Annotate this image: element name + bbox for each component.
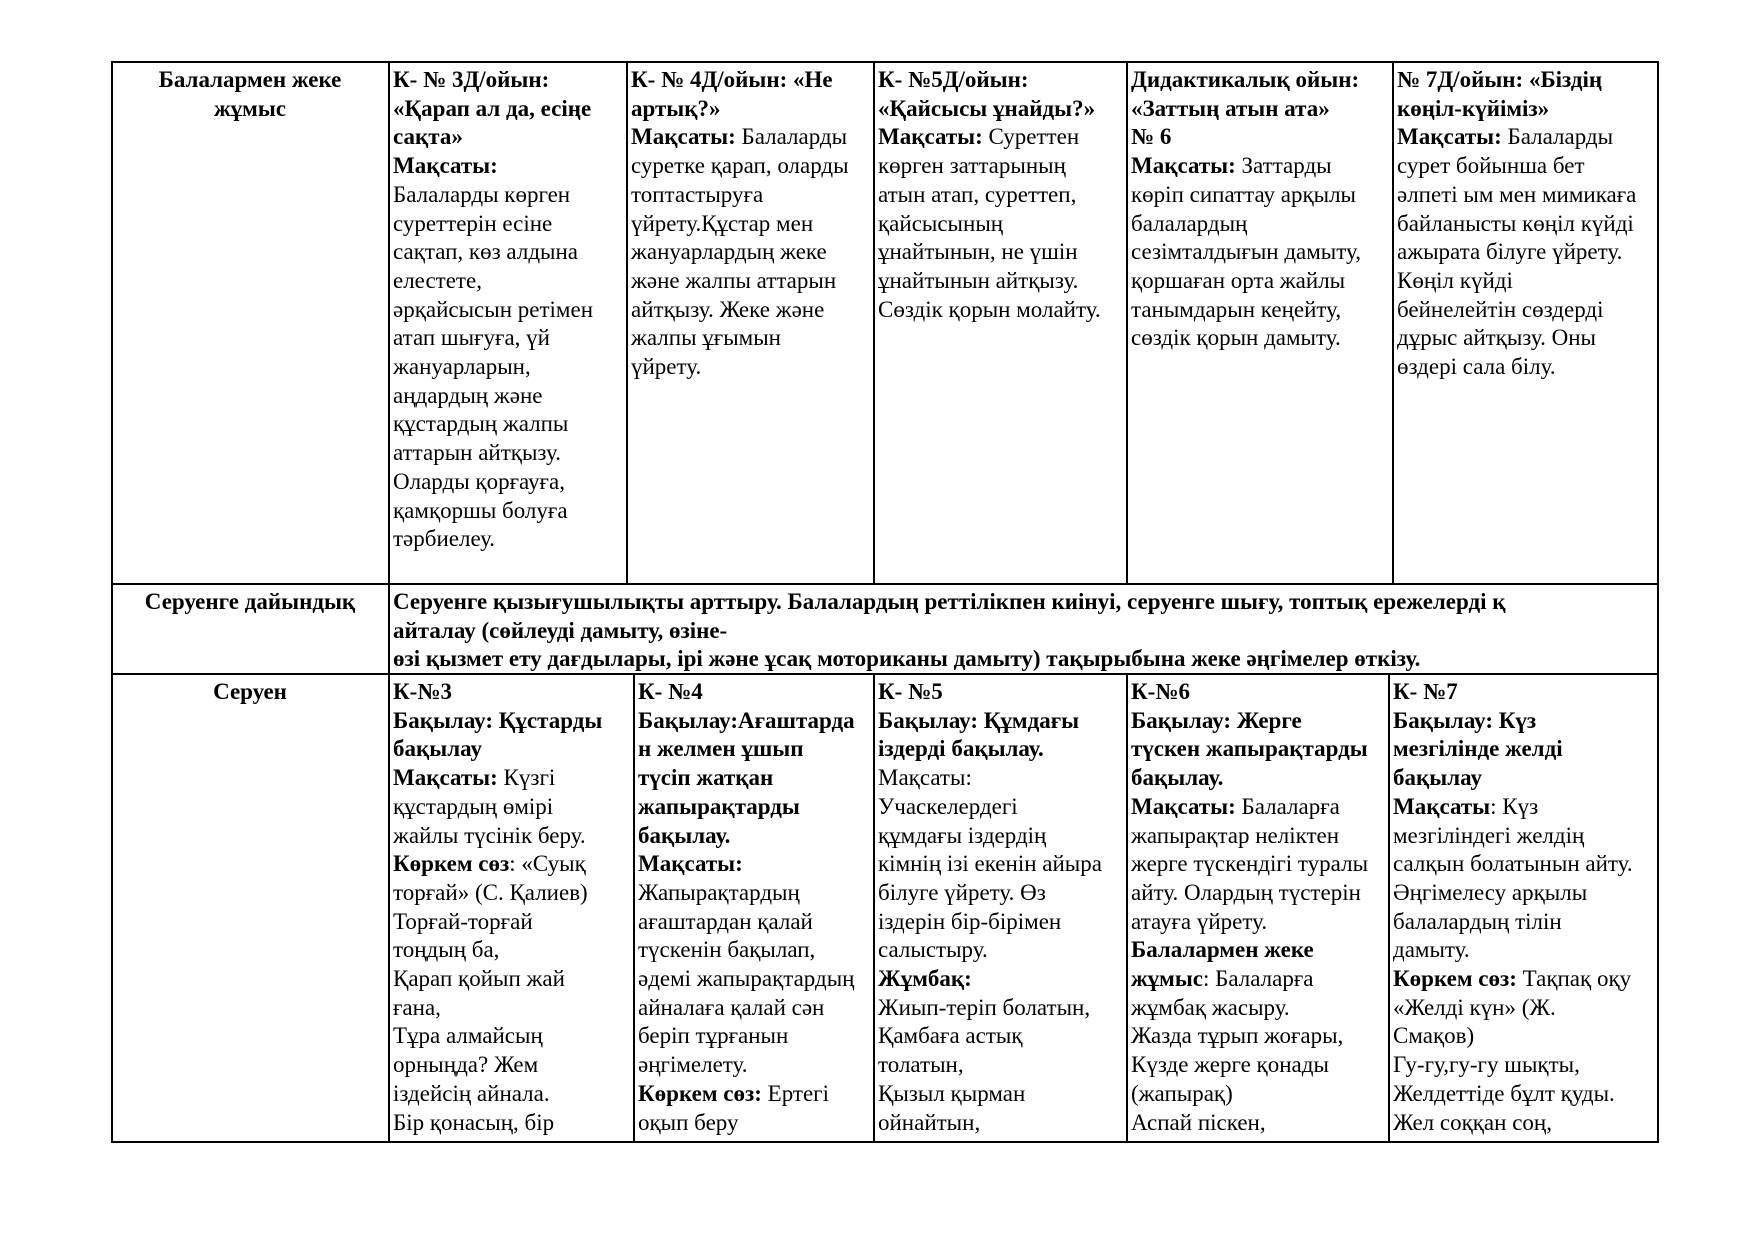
body-text: : «Суық bbox=[509, 851, 586, 877]
bold-text: Мақсаты: bbox=[1131, 793, 1236, 819]
text-line: жапырақтарды bbox=[638, 793, 800, 819]
text-line: атап шығуға, үй bbox=[393, 325, 550, 351]
text-line: Көңіл күйді bbox=[1397, 267, 1513, 293]
bold-text: Мақсаты bbox=[1393, 793, 1491, 819]
text-line: бейнелейтін сөздерді bbox=[1397, 296, 1604, 322]
text-line: кімнің ізі екенін айыра bbox=[878, 851, 1102, 877]
text-line: К- №7 bbox=[1393, 679, 1458, 704]
text-line: және жалпы аттарын bbox=[631, 267, 837, 293]
text-line: қоршаған орта жайлы bbox=[1131, 267, 1346, 293]
text-line: Қарап қойып жай bbox=[393, 966, 565, 992]
observation-cell-6 bbox=[1128, 675, 1388, 1137]
text-line: іздерді бақылау. bbox=[878, 736, 1044, 762]
text-line: беріп тұрғанын bbox=[638, 1023, 789, 1049]
table-border-bottom bbox=[112, 1141, 1658, 1143]
bold-text: Мақсаты: bbox=[878, 124, 983, 150]
observation-cell-4 bbox=[635, 675, 873, 1137]
row-label-line: жұмыс bbox=[213, 95, 286, 121]
text-line: жайлы түсінік беру. bbox=[393, 822, 586, 848]
text-line: Күзде жерге қонады bbox=[1131, 1052, 1329, 1078]
text-line: жануарларын, bbox=[393, 354, 531, 380]
text-line: салыстыру. bbox=[878, 937, 988, 963]
text-line bbox=[638, 1080, 870, 1109]
body-text: Балаларға bbox=[1235, 793, 1340, 819]
text-line: К-№6 bbox=[1131, 679, 1190, 704]
text-line: Қызыл қырман bbox=[878, 1080, 1026, 1106]
bold-text: Мақсаты: bbox=[1397, 124, 1502, 150]
text-line: сезімталдығын дамыту, bbox=[1131, 239, 1361, 265]
text-line: балалардың bbox=[1131, 210, 1248, 236]
text-line: көңіл-күйіміз» bbox=[1397, 95, 1550, 121]
text-line: Дидактикалық ойын: bbox=[1131, 67, 1360, 92]
text-line: іздерін бір-бірімен bbox=[878, 908, 1062, 934]
text-line: аңдардың және bbox=[393, 382, 543, 408]
text-line: Бақылау: Құстарды bbox=[393, 707, 603, 733]
text-line: ойнайтын, bbox=[878, 1109, 981, 1135]
text-line bbox=[1131, 152, 1389, 181]
text-line: бақылау bbox=[1393, 765, 1482, 791]
text-line: Әңгімелесу арқылы bbox=[1393, 879, 1588, 905]
body-text: Ертегі bbox=[761, 1080, 829, 1106]
text-line: айтқызу. Жеке және bbox=[631, 296, 825, 322]
bold-text: Көркем сөз: bbox=[638, 1080, 762, 1106]
body-text: Заттарды bbox=[1235, 153, 1332, 179]
text-line: мезгілінде желді bbox=[1393, 736, 1563, 762]
text-line bbox=[1131, 793, 1385, 822]
text-line: торғай» (С. Қалиев) bbox=[393, 879, 588, 905]
text-line: өздері сала білу. bbox=[1397, 354, 1556, 380]
text-line: Гу-гу,гу-гу шықты, bbox=[1393, 1052, 1580, 1078]
row-walk bbox=[112, 675, 1658, 1141]
observation-cell-3 bbox=[390, 675, 633, 1137]
text-line: сақтап, көз алдына bbox=[393, 239, 578, 265]
text-line: «Қайсысы ұнайды?» bbox=[878, 95, 1096, 121]
game-cell-3 bbox=[390, 63, 626, 554]
text-line bbox=[1393, 793, 1655, 822]
text-line: Смақов) bbox=[1393, 1023, 1475, 1049]
text-line: Бақылау: Жерге bbox=[1131, 707, 1302, 733]
text-line: «Қарап ал да, есіңе bbox=[393, 95, 592, 121]
observation-cell-7 bbox=[1390, 675, 1658, 1137]
body-text: : Күз bbox=[1490, 793, 1539, 819]
text-line bbox=[1131, 965, 1385, 994]
body-text: Балаларды bbox=[1501, 124, 1614, 150]
text-line: іздейсің айнала. bbox=[393, 1080, 550, 1106]
text-line: көрген заттарының bbox=[878, 153, 1066, 179]
text-line: К-№3 bbox=[393, 679, 452, 704]
text-line: бақылау. bbox=[638, 822, 731, 848]
text-line: н желмен ұшып bbox=[638, 736, 804, 762]
text-line: Аспай піскен, bbox=[1131, 1109, 1266, 1135]
row-label-line: Серуенге дайындық bbox=[144, 589, 356, 614]
text-line: әдемі жапырақтардың bbox=[638, 966, 855, 992]
text-line: үйрету. bbox=[631, 354, 702, 380]
row-individual-work bbox=[112, 63, 1658, 583]
walk-preparation-text bbox=[390, 585, 1658, 674]
text-line: Жапырақтардың bbox=[638, 879, 800, 905]
text-line: жалпы ұғымын bbox=[631, 325, 781, 351]
text-line: сақта» bbox=[393, 124, 463, 150]
text-line: сурет бойынша бет bbox=[1397, 153, 1585, 179]
text-line: әңгімелету. bbox=[638, 1052, 748, 1078]
text-line: бақылау. bbox=[1131, 765, 1224, 791]
text-line: білуге үйрету. Өз bbox=[878, 879, 1046, 905]
text-line: құмдағы іздердің bbox=[878, 822, 1047, 848]
body-text: : Балаларға bbox=[1203, 966, 1314, 992]
text-line: елестете, bbox=[393, 267, 482, 293]
text-line: жерге түскендігі туралы bbox=[1131, 851, 1369, 877]
text-line: қайсысының bbox=[878, 210, 1004, 236]
observation-cell-5 bbox=[875, 675, 1126, 1137]
text-line: № 6 bbox=[1131, 124, 1172, 150]
bold-text: Мақсаты: bbox=[393, 765, 498, 791]
row-walk-preparation bbox=[112, 585, 1658, 673]
text-line: ұнайтынын айтқызу. bbox=[878, 267, 1079, 293]
text-line: жануарлардың жеке bbox=[631, 239, 827, 265]
text-line: ұнайтынын, не үшін bbox=[878, 239, 1078, 265]
text-line: дұрыс айтқызу. Оны bbox=[1397, 325, 1596, 351]
game-cell-6 bbox=[1128, 63, 1392, 353]
text-line: айталау (сөйлеуді дамыту, өзіне- bbox=[393, 617, 728, 643]
text-line: орныңда? Жем bbox=[393, 1052, 539, 1078]
text-line: байланысты көңіл күйді bbox=[1397, 210, 1634, 236]
text-line: Мақсаты: bbox=[393, 153, 498, 179]
text-line: түскен жапырақтарды bbox=[1131, 736, 1368, 762]
body-text: Балаларды bbox=[735, 124, 848, 150]
text-line: құстардың өмірі bbox=[393, 793, 554, 819]
text-line: Бақылау:Ағаштарда bbox=[638, 707, 855, 733]
text-line: «Заттың атын ата» bbox=[1131, 95, 1330, 121]
text-line: суретке қарап, оларды bbox=[631, 153, 849, 179]
bold-text: Көркем сөз bbox=[393, 851, 510, 877]
text-line: толатын, bbox=[878, 1052, 964, 1078]
text-line: балалардың тілін bbox=[1393, 908, 1562, 934]
text-line: К- №5Д/ойын: bbox=[878, 67, 1029, 92]
text-line: Балалармен жеке bbox=[1131, 937, 1314, 963]
text-line: суреттерін есіне bbox=[393, 210, 553, 236]
text-line: артық?» bbox=[631, 95, 721, 121]
text-line: Жазда тұрып жоғары, bbox=[1131, 1023, 1344, 1049]
text-line: Бір қонасың, бір bbox=[393, 1109, 555, 1135]
text-line: тәрбиелеу. bbox=[393, 526, 496, 552]
text-line bbox=[393, 850, 630, 879]
text-line: Бақылау: Құмдағы bbox=[878, 707, 1080, 733]
text-line: Жел соққан соң, bbox=[1393, 1109, 1552, 1135]
bold-text: жұмыс bbox=[1131, 966, 1204, 992]
text-line: танымдарын кеңейту, bbox=[1131, 296, 1342, 322]
text-line: «Желді күн» (Ж. bbox=[1393, 994, 1556, 1020]
text-line: К- №4 bbox=[638, 679, 703, 704]
text-line: қамқоршы болуға bbox=[393, 497, 568, 523]
bold-text: Мақсаты: bbox=[631, 124, 736, 150]
text-line: Сөздік қорын молайту. bbox=[878, 296, 1101, 322]
text-line bbox=[1393, 965, 1655, 994]
text-line: оқып беру bbox=[638, 1109, 739, 1135]
text-line: Желдеттіде бұлт қуды. bbox=[1393, 1080, 1615, 1106]
text-line: тоңдың ба, bbox=[393, 937, 500, 963]
text-line: көріп сипаттау арқылы bbox=[1131, 181, 1357, 207]
text-line: бақылау bbox=[393, 736, 482, 762]
text-line: топтастыруға bbox=[631, 181, 764, 207]
text-line: Қамбаға астық bbox=[878, 1023, 1023, 1049]
body-text: Күзгі bbox=[497, 765, 556, 791]
row-label-walk bbox=[112, 675, 388, 707]
row-label-line: Серуен bbox=[213, 679, 287, 704]
body-text: Тақпақ оқу bbox=[1516, 966, 1632, 992]
text-line: атын атап, суреттеп, bbox=[878, 181, 1077, 207]
text-line bbox=[393, 764, 630, 793]
text-line: жұмбақ жасыру. bbox=[1131, 994, 1290, 1020]
game-cell-5 bbox=[875, 63, 1126, 324]
text-line: өзі қызмет ету дағдылары, ірі және ұсақ моториканы дамыту) тақырыбына жеке әңгімелер өткізу. bbox=[393, 646, 1421, 672]
row-label-individual-work bbox=[112, 63, 388, 123]
text-line: сөздік қорын дамыту. bbox=[1131, 325, 1341, 351]
text-line: К- №5 bbox=[878, 679, 943, 704]
text-line: Оларды қорғауға, bbox=[393, 468, 565, 494]
text-line: салқын болатынын айту. bbox=[1393, 851, 1633, 877]
text-line: атауға үйрету. bbox=[1131, 908, 1268, 934]
text-line: құстардың жалпы bbox=[393, 411, 569, 437]
text-line: Серуенге қызығушылықты арттыру. Балалардың реттілікпен киінуі, серуенге шығу, топтық ережелерді қ bbox=[393, 589, 1506, 614]
text-line: Жұмбақ: bbox=[878, 966, 972, 992]
text-line: Тұра алмайсың bbox=[393, 1023, 543, 1049]
text-line: № 7Д/ойын: «Біздің bbox=[1397, 67, 1603, 92]
text-line: (жапырақ) bbox=[1131, 1080, 1233, 1106]
text-line: Учаскелердегі bbox=[878, 793, 1018, 819]
text-line: үйрету.Құстар мен bbox=[631, 210, 814, 236]
text-line: ғана, bbox=[393, 994, 441, 1020]
text-line: жапырақтар неліктен bbox=[1131, 822, 1340, 848]
text-line: дамыту. bbox=[1393, 937, 1470, 963]
text-line: әрқайсысын ретімен bbox=[393, 296, 594, 322]
text-line: мезгіліндегі желдің bbox=[1393, 822, 1585, 848]
row-label-line: Балалармен жеке bbox=[158, 67, 342, 92]
row-label-walk-preparation bbox=[112, 585, 388, 617]
text-line bbox=[631, 123, 870, 152]
text-line: К- № 4Д/ойын: «Не bbox=[631, 67, 833, 92]
text-line: әлпеті ым мен мимикаға bbox=[1397, 181, 1637, 207]
game-cell-7 bbox=[1394, 63, 1658, 382]
text-line: Мақсаты: bbox=[878, 765, 972, 791]
text-line: Бақылау: Күз bbox=[1393, 707, 1537, 733]
text-line: ағаштардан қалай bbox=[638, 908, 813, 934]
bold-text: Көркем сөз: bbox=[1393, 966, 1517, 992]
text-line: аттарын айтқызу. bbox=[393, 440, 561, 466]
text-line: айналаға қалай сән bbox=[638, 994, 825, 1020]
text-line bbox=[878, 123, 1123, 152]
text-line: Балаларды көрген bbox=[393, 181, 571, 207]
text-line: түскенін бақылап, bbox=[638, 937, 816, 963]
text-line: Жиып-теріп болатын, bbox=[878, 994, 1091, 1020]
text-line: түсіп жатқан bbox=[638, 765, 774, 791]
body-text: Суреттен bbox=[982, 124, 1080, 150]
text-line: айту. Олардың түстерін bbox=[1131, 879, 1361, 905]
text-line: ажырата білуге үйрету. bbox=[1397, 239, 1623, 265]
bold-text: Мақсаты: bbox=[1131, 153, 1236, 179]
game-cell-4 bbox=[628, 63, 873, 382]
text-line: Торғай-торғай bbox=[393, 908, 533, 934]
text-line: Мақсаты: bbox=[638, 851, 743, 877]
text-line: К- № 3Д/ойын: bbox=[393, 67, 550, 92]
text-line bbox=[1397, 123, 1655, 152]
